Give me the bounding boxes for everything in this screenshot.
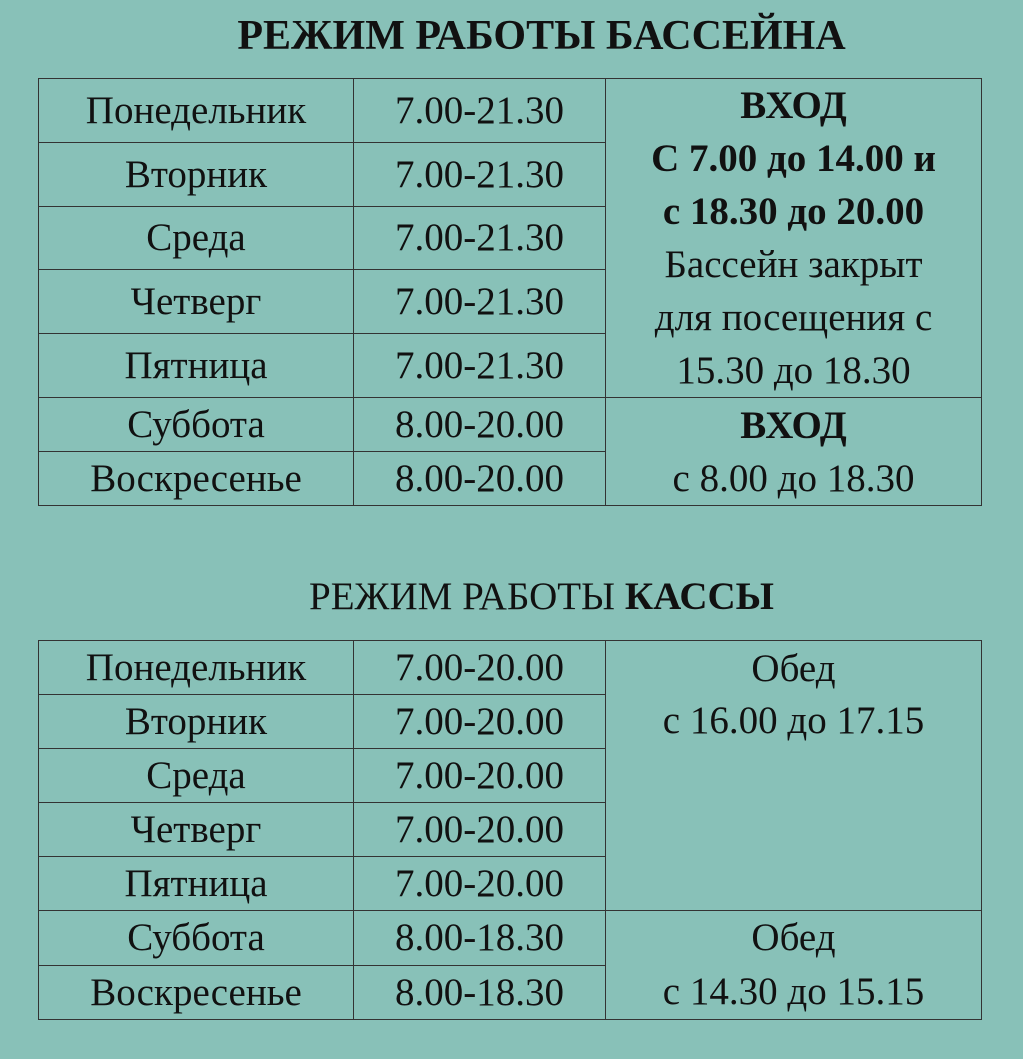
hours-cell: 7.00-21.30 — [354, 142, 606, 206]
day-cell: Пятница — [39, 334, 354, 398]
hours-cell: 7.00-21.30 — [354, 206, 606, 270]
hours-cell: 8.00-18.30 — [354, 965, 606, 1020]
entry-time-line: с 8.00 до 18.30 — [672, 456, 915, 500]
day-cell: Суббота — [39, 911, 354, 966]
weekday-entry-note — [606, 79, 982, 398]
hours-cell: 8.00-18.30 — [354, 911, 606, 966]
pool-schedule-table — [38, 78, 982, 506]
entry-time-line: с 18.30 до 20.00 — [662, 190, 925, 233]
day-cell: Суббота — [39, 398, 354, 452]
table-row — [39, 911, 982, 966]
cashier-schedule-table — [38, 640, 982, 1020]
table-row — [39, 79, 982, 143]
day-cell: Четверг — [39, 270, 354, 334]
day-cell: Пятница — [39, 857, 354, 911]
day-cell: Вторник — [39, 142, 354, 206]
weekend-entry-note — [606, 398, 982, 506]
day-cell: Вторник — [39, 695, 354, 749]
lunch-time: с 14.30 до 15.15 — [662, 970, 925, 1013]
closed-note-line: 15.30 до 18.30 — [676, 349, 911, 392]
hours-cell: 8.00-20.00 — [354, 452, 606, 506]
entry-label: ВХОД — [740, 84, 847, 127]
entry-label: ВХОД — [740, 403, 847, 447]
hours-cell: 7.00-21.30 — [354, 334, 606, 398]
hours-cell: 7.00-20.00 — [354, 749, 606, 803]
hours-cell: 7.00-20.00 — [354, 857, 606, 911]
day-cell: Воскресенье — [39, 965, 354, 1020]
cashier-title-bold: КАССЫ — [624, 575, 774, 618]
table-row — [39, 398, 982, 452]
hours-cell: 7.00-20.00 — [354, 803, 606, 857]
lunch-time: с 16.00 до 17.15 — [662, 699, 925, 742]
hours-cell: 8.00-20.00 — [354, 398, 606, 452]
entry-time-line: С 7.00 до 14.00 и — [651, 137, 936, 180]
weekend-lunch-note — [606, 911, 982, 1020]
hours-cell: 7.00-21.30 — [354, 79, 606, 143]
table-row — [39, 641, 982, 695]
lunch-label: Обед — [751, 647, 836, 690]
pool-schedule-title: РЕЖИМ РАБОТЫ БАССЕЙНА — [237, 13, 846, 59]
weekday-lunch-note — [606, 641, 982, 911]
closed-note-line: для посещения с — [654, 296, 933, 339]
day-cell: Понедельник — [39, 641, 354, 695]
hours-cell: 7.00-20.00 — [354, 695, 606, 749]
cashier-title-prefix: РЕЖИМ РАБОТЫ — [309, 575, 616, 618]
lunch-label: Обед — [751, 916, 836, 959]
hours-cell: 7.00-21.30 — [354, 270, 606, 334]
hours-cell: 7.00-20.00 — [354, 641, 606, 695]
day-cell: Понедельник — [39, 79, 354, 143]
cashier-schedule-title — [0, 573, 1023, 621]
day-cell: Четверг — [39, 803, 354, 857]
day-cell: Воскресенье — [39, 452, 354, 506]
day-cell: Среда — [39, 749, 354, 803]
closed-note-line: Бассейн закрыт — [664, 243, 923, 286]
day-cell: Среда — [39, 206, 354, 270]
